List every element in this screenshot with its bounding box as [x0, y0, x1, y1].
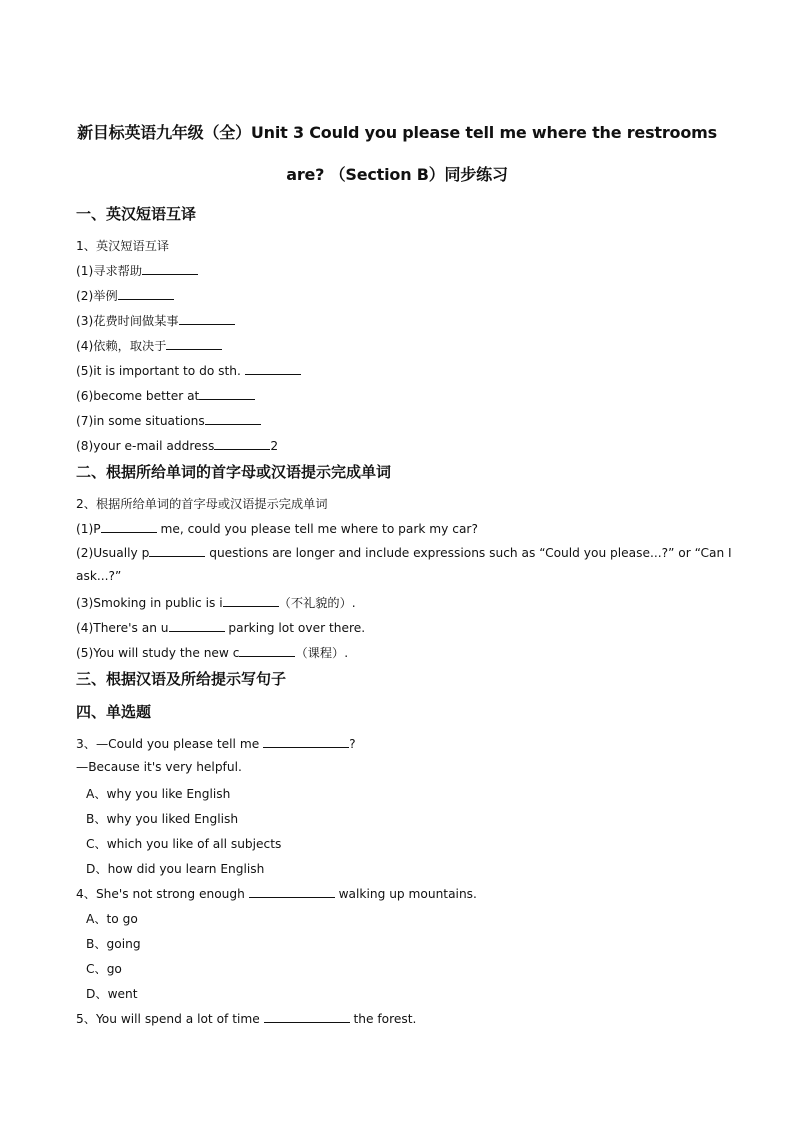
part2-heading: 2、根据所给单词的首字母或汉语提示完成单词: [76, 497, 328, 511]
word-question: [76, 544, 732, 560]
stray-mark: 2: [270, 439, 279, 453]
answer-blank[interactable]: [263, 735, 349, 748]
word-question: [76, 619, 365, 635]
mcq-option[interactable]: A、to go: [86, 912, 138, 926]
question-text: 3、—Could you please tell me: [76, 737, 264, 751]
phrase-item: [76, 262, 198, 279]
answer-blank[interactable]: [264, 1010, 350, 1023]
mcq-option[interactable]: D、went: [86, 987, 138, 1001]
mcq-response: —Because it's very helpful.: [76, 760, 242, 774]
phrase-item: [76, 337, 222, 354]
phrase-text: (8)your e-mail address: [76, 439, 215, 453]
phrase-text: (4)依赖，取决于: [76, 339, 167, 353]
phrase-text: (5)it is important to do sth.: [76, 364, 241, 378]
question-text: 5、You will spend a lot of time: [76, 1012, 264, 1026]
answer-blank[interactable]: [166, 337, 222, 350]
part1-heading: 1、英汉短语互译: [76, 239, 170, 253]
phrase-item: [76, 387, 255, 403]
question-text: (2)Usually p: [76, 546, 150, 560]
phrase-item: [76, 412, 261, 428]
answer-blank[interactable]: [101, 520, 157, 533]
word-question-continued: ask...?”: [76, 569, 122, 583]
answer-blank[interactable]: [179, 312, 235, 325]
mcq-question: [76, 885, 477, 902]
page-title-line-2: are? （Section B）同步练习: [286, 165, 508, 184]
mcq-option[interactable]: B、going: [86, 937, 141, 951]
answer-blank[interactable]: [149, 544, 205, 557]
question-text: questions are longer and include expressions such as “Could you please...?” or “Can I: [205, 546, 732, 560]
phrase-text: (2)举例: [76, 289, 118, 303]
question-text: ?: [349, 737, 356, 751]
question-text: （课程）.: [295, 646, 349, 660]
page-title-line-1: 新目标英语九年级（全）Unit 3 Could you please tell me where the restrooms: [77, 123, 717, 142]
question-text: (1)P: [76, 522, 101, 536]
question-text: the forest.: [349, 1012, 417, 1026]
answer-blank[interactable]: [142, 262, 198, 275]
section-heading-4: 四、单选题: [76, 703, 152, 721]
phrase-item: [76, 312, 235, 329]
section-heading-1: 一、英汉短语互译: [76, 205, 197, 223]
question-text: (5)You will study the new c: [76, 646, 240, 660]
question-text: (3)Smoking in public is i: [76, 596, 223, 610]
mcq-option[interactable]: C、go: [86, 962, 122, 976]
answer-blank[interactable]: [214, 437, 270, 450]
question-text: parking lot over there.: [224, 621, 366, 635]
mcq-question: [76, 1010, 416, 1027]
answer-blank[interactable]: [169, 619, 225, 632]
phrase-text: (6)become better at: [76, 389, 200, 403]
question-text: (4)There's an u: [76, 621, 169, 635]
answer-blank[interactable]: [245, 362, 301, 375]
phrase-text: (1)寻求帮助: [76, 264, 143, 278]
word-question: [76, 644, 348, 661]
mcq-option[interactable]: B、why you liked English: [86, 812, 239, 826]
answer-blank[interactable]: [199, 387, 255, 400]
word-question: [76, 520, 478, 536]
phrase-item: [76, 287, 174, 304]
phrase-text: (3)花费时间做某事: [76, 314, 179, 328]
answer-blank[interactable]: [223, 594, 279, 607]
phrase-item: [76, 362, 301, 378]
section-heading-3: 三、根据汉语及所给提示写句子: [76, 670, 287, 688]
answer-blank[interactable]: [205, 412, 261, 425]
word-question: [76, 594, 356, 611]
mcq-option[interactable]: A、why you like English: [86, 787, 231, 801]
phrase-item: [76, 437, 278, 453]
mcq-option[interactable]: D、how did you learn English: [86, 862, 265, 876]
question-text: walking up mountains.: [334, 887, 477, 901]
question-text: 4、She's not strong enough: [76, 887, 249, 901]
mcq-question: [76, 735, 356, 752]
answer-blank[interactable]: [249, 885, 335, 898]
question-text: me, could you please tell me where to park my car?: [156, 522, 478, 536]
mcq-option[interactable]: C、which you like of all subjects: [86, 837, 282, 851]
phrase-text: (7)in some situations: [76, 414, 205, 428]
answer-blank[interactable]: [118, 287, 174, 300]
answer-blank[interactable]: [239, 644, 295, 657]
question-text: （不礼貌的）.: [278, 596, 356, 610]
section-heading-2: 二、根据所给单词的首字母或汉语提示完成单词: [76, 463, 392, 481]
